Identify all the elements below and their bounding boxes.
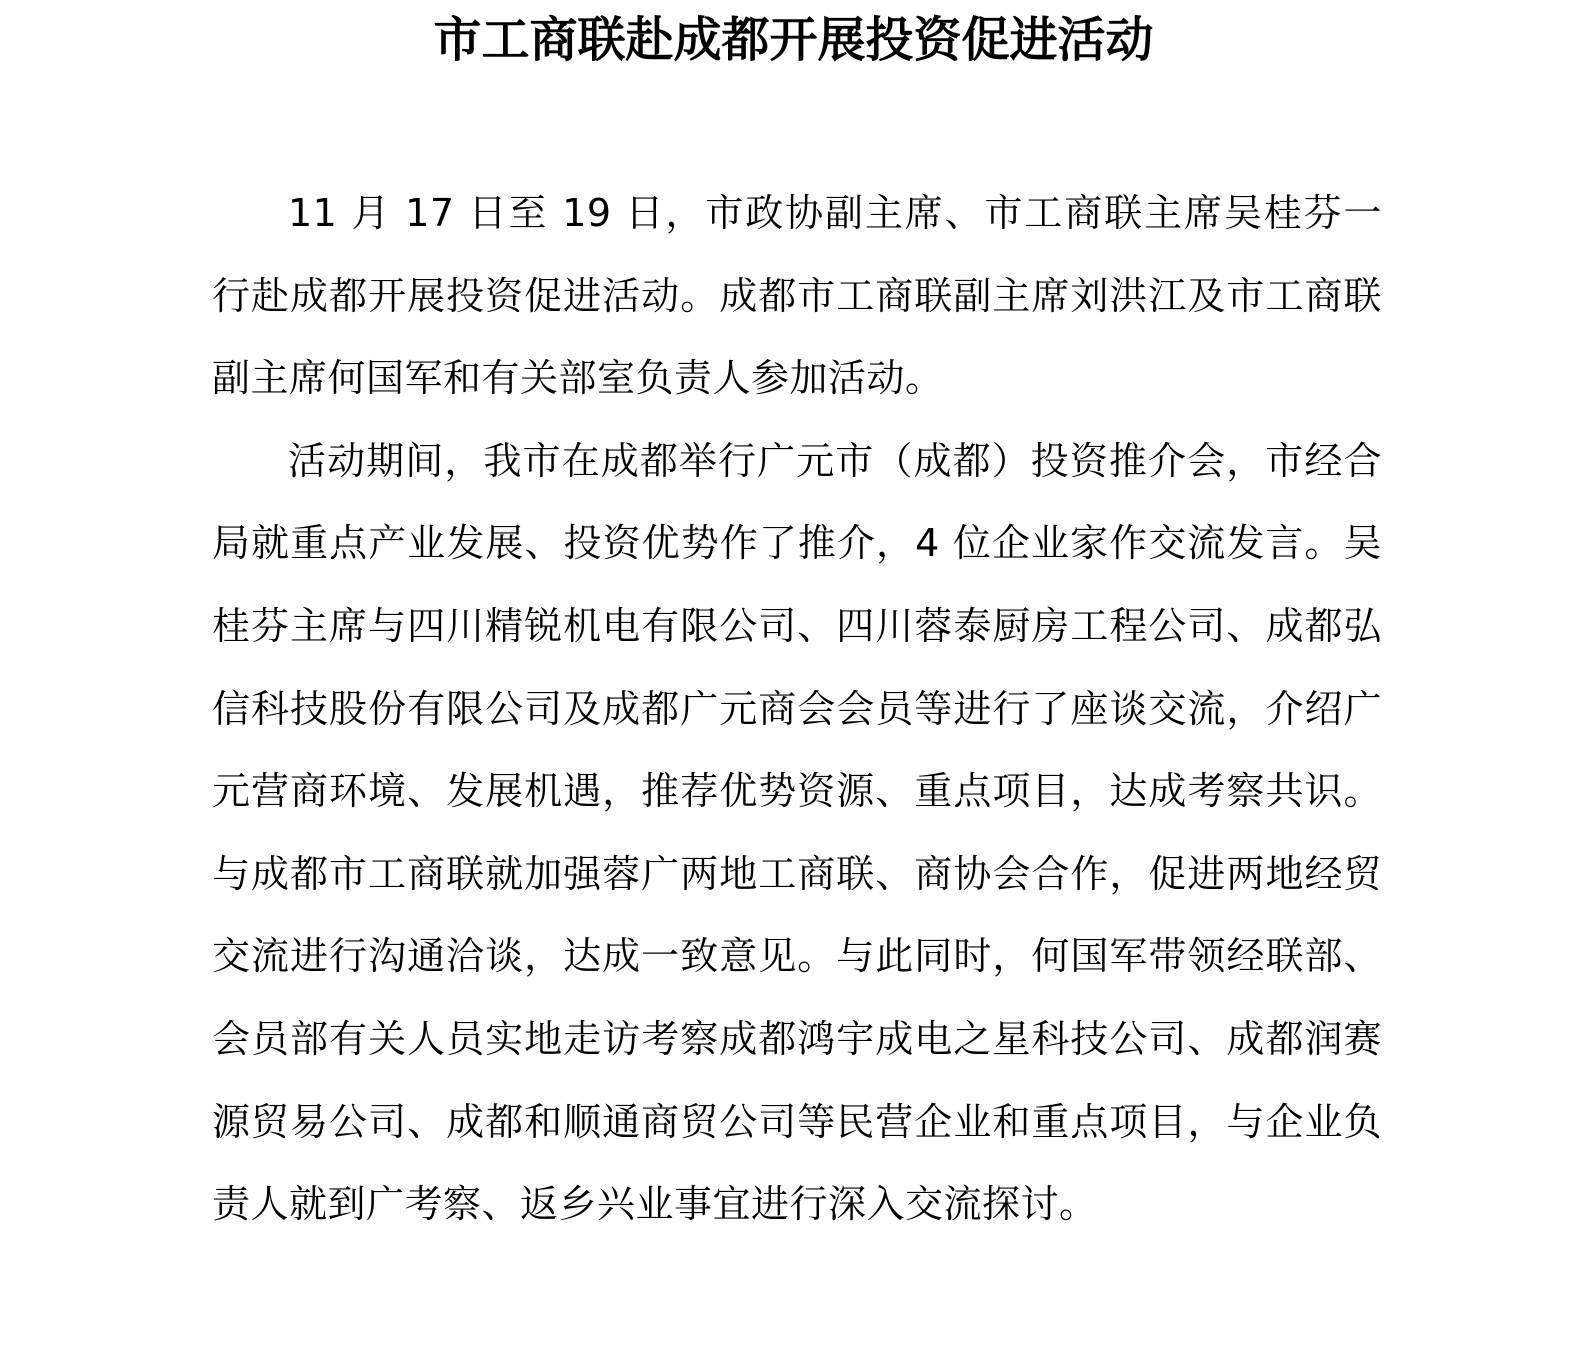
document-body [212,172,1382,1246]
document-title: 市工商联赴成都开展投资促进活动 [433,12,1154,68]
paragraph-2: 活动期间，我市在成都举行广元市（成都）投资推介会，市经合局就重点产业发展、投资优势作了推介，4 位企业家作交流发言。吴桂芬主席与四川精锐机电有限公司、四川蓉泰厨房工程公司、成都弘信科技股份有限公司及成都广元商会会员等进行了座谈交流，介绍广元营商环境、发展机遇，推荐优势资源、重点项目，达成考察共识。与成都市工商联就加强蓉广两地工商联、商协会合作，促进两地经贸交流进行沟通洽谈，达成一致意见。与此同时，何国军带领经联部、会员部有关人员实地走访考察成都鸿宇成电之星科技公司、成都润赛源贸易公司、成都和顺通商贸公司等民营企业和重点项目，与企业负责人就到广考察、返乡兴业事宜进行深入交流探讨。 [212,438,1382,1227]
paragraph-1: 11 月 17 日至 19 日，市政协副主席、市工商联主席吴桂芬一行赴成都开展投资促进活动。成都市工商联副主席刘洪江及市工商联副主席何国军和有关部室负责人参加活动。 [212,191,1382,401]
